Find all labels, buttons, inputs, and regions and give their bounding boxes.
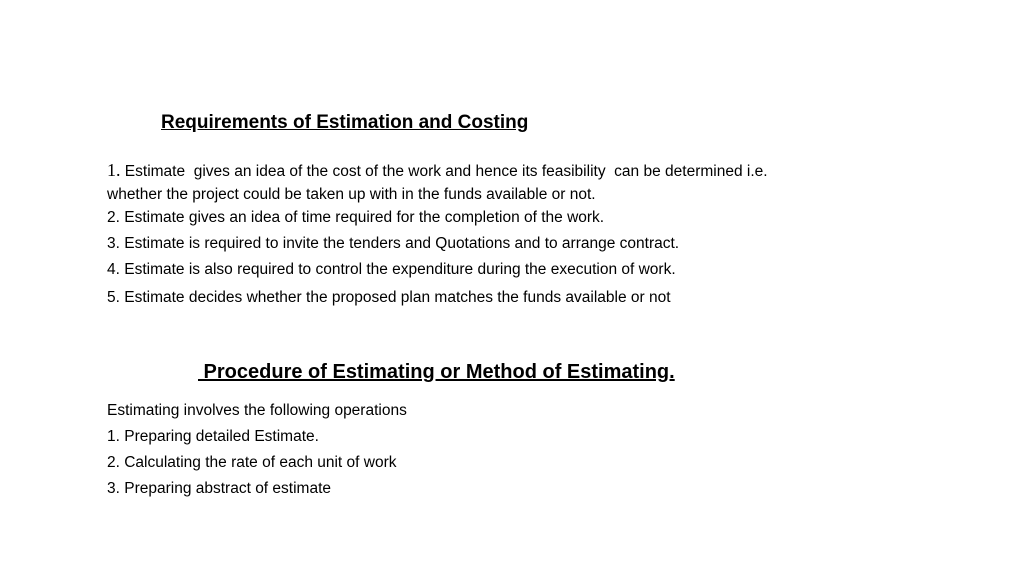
procedure-step: 1. Preparing detailed Estimate. bbox=[107, 428, 319, 445]
requirement-item-1-line-1 bbox=[107, 161, 768, 180]
procedure-intro: Estimating involves the following operations bbox=[107, 402, 407, 419]
procedure-step: 2. Calculating the rate of each unit of work bbox=[107, 454, 397, 471]
requirement-item-1-line-2: whether the project could be taken up with in the funds available or not. bbox=[107, 186, 596, 203]
requirement-item-1-number: 1. bbox=[107, 160, 121, 180]
requirement-item-1-text: Estimate gives an idea of the cost of the work and hence its feasibility can be determined i.e. bbox=[120, 163, 768, 180]
requirement-item-3: 3. Estimate is required to invite the tenders and Quotations and to arrange contract. bbox=[107, 235, 680, 252]
procedure-step: 3. Preparing abstract of estimate bbox=[107, 480, 332, 497]
requirement-item-5: 5. Estimate decides whether the proposed plan matches the funds available or not bbox=[107, 289, 671, 306]
requirements-heading: Requirements of Estimation and Costing bbox=[161, 112, 529, 133]
requirement-item-4: 4. Estimate is also required to control the expenditure during the execution of work. bbox=[107, 261, 676, 278]
procedure-heading: Procedure of Estimating or Method of Estimating. bbox=[198, 361, 675, 383]
requirement-item-2: 2. Estimate gives an idea of time required for the completion of the work. bbox=[107, 209, 605, 226]
